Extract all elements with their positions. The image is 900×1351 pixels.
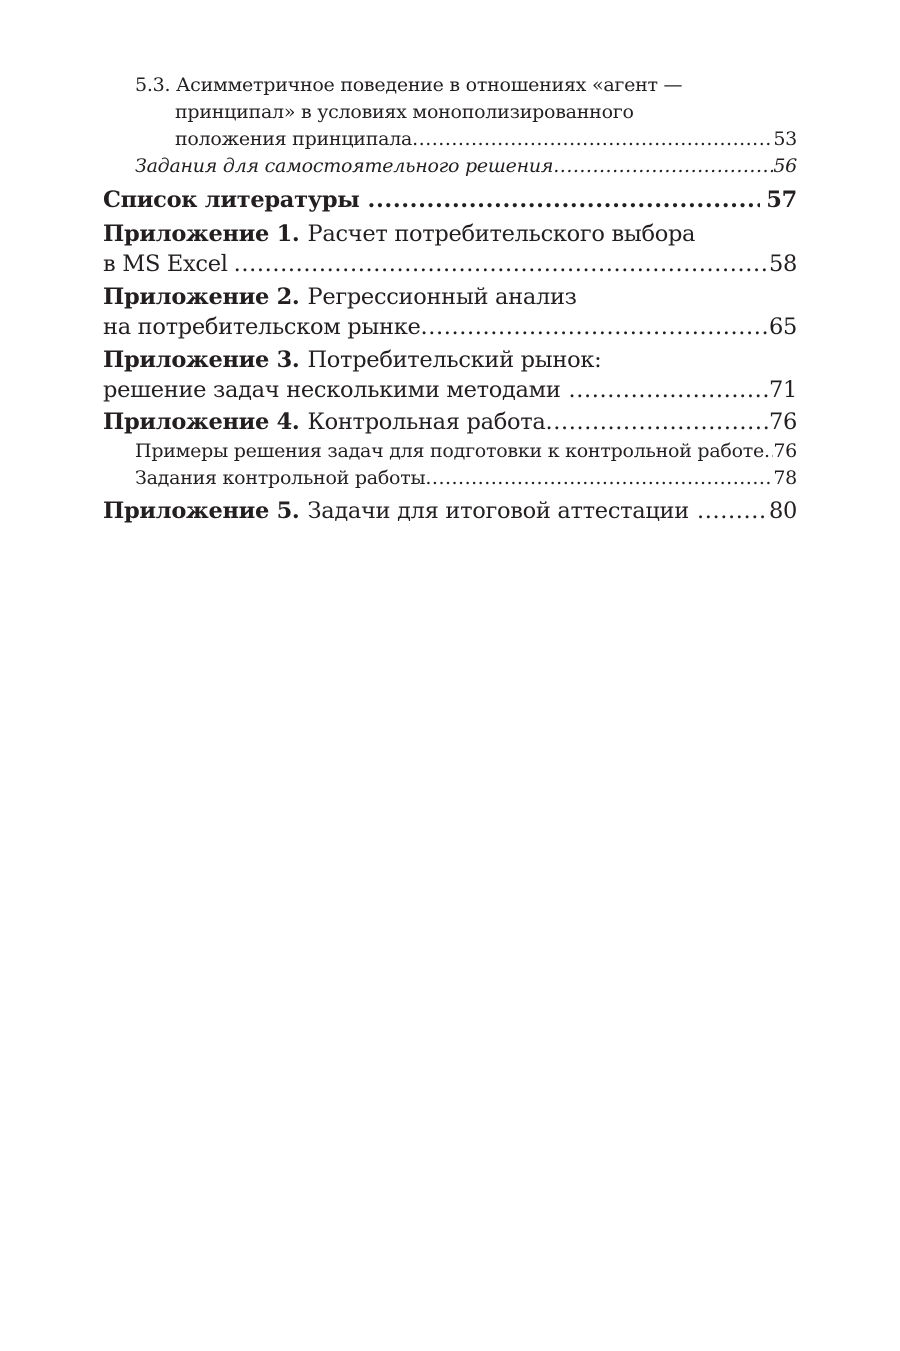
toc-entry-title: в MS Excel [103, 251, 228, 277]
toc-entry-title: 5.3. Асимметричное поведение в отношениях «агент — [135, 74, 683, 96]
toc-entry-title: принципал» в условиях монополизированного [175, 101, 634, 123]
toc-entry-appendix-4-tasks[interactable] [135, 465, 797, 492]
toc-entry-title: Задания для самостоятельного решения [135, 155, 554, 177]
toc-page-number: 78 [773, 467, 797, 489]
toc-page-number: 71 [768, 377, 797, 403]
toc-entry-appendix-2[interactable] [103, 282, 797, 342]
toc-entry-title: Контрольная работа [307, 409, 546, 435]
toc-page-number: 76 [768, 409, 797, 435]
toc-entry-title: Расчет потребительского выбора [307, 221, 696, 247]
table-of-contents [103, 72, 797, 526]
toc-page-number: 57 [766, 187, 797, 213]
toc-entry-label: Приложение 5. [103, 498, 300, 524]
toc-page-number: 56 [773, 155, 797, 177]
toc-entry-appendix-4-examples[interactable] [135, 438, 797, 465]
dot-leader [764, 438, 773, 465]
toc-page-number: 80 [768, 498, 797, 524]
toc-entry-section-5-3[interactable] [135, 72, 797, 153]
dot-leader [697, 496, 769, 526]
toc-entry-label: Приложение 1. [103, 221, 300, 247]
toc-entry-tasks[interactable] [135, 153, 797, 180]
toc-page-number: 76 [773, 440, 797, 462]
toc-entry-literature[interactable] [103, 185, 797, 215]
toc-entry-title: положения принципала [175, 128, 413, 150]
toc-entry-title: Задания контрольной работы [135, 467, 426, 489]
toc-entry-label: Приложение 4. [103, 409, 300, 435]
toc-entry-appendix-3[interactable] [103, 345, 797, 405]
toc-entry-title: Регрессионный анализ [307, 284, 577, 310]
dot-leader [412, 126, 773, 153]
dot-leader [553, 153, 773, 180]
toc-entry-title: на потребительском рынке [103, 314, 421, 340]
dot-leader [425, 465, 773, 492]
toc-entry-appendix-4[interactable] [103, 407, 797, 437]
toc-entry-appendix-5[interactable] [103, 496, 797, 526]
toc-entry-title: решение задач несколькими методами [103, 377, 561, 403]
dot-leader [546, 407, 769, 437]
toc-entry-title: Задачи для итоговой аттестации [307, 498, 689, 524]
toc-page-number: 58 [768, 251, 797, 277]
dot-leader [420, 312, 769, 342]
dot-leader [569, 375, 769, 405]
toc-entry-appendix-1[interactable] [103, 219, 797, 279]
toc-page-number: 53 [773, 128, 797, 150]
toc-entry-label: Приложение 2. [103, 284, 300, 310]
toc-entry-label: Приложение 3. [103, 347, 300, 373]
dot-leader [368, 185, 761, 215]
toc-entry-title: Примеры решения задач для подготовки к контрольной работе [135, 440, 765, 462]
toc-page-number: 65 [768, 314, 797, 340]
toc-entry-title: Потребительский рынок: [307, 347, 602, 373]
toc-entry-title: Список литературы [103, 187, 360, 213]
dot-leader [234, 249, 769, 279]
